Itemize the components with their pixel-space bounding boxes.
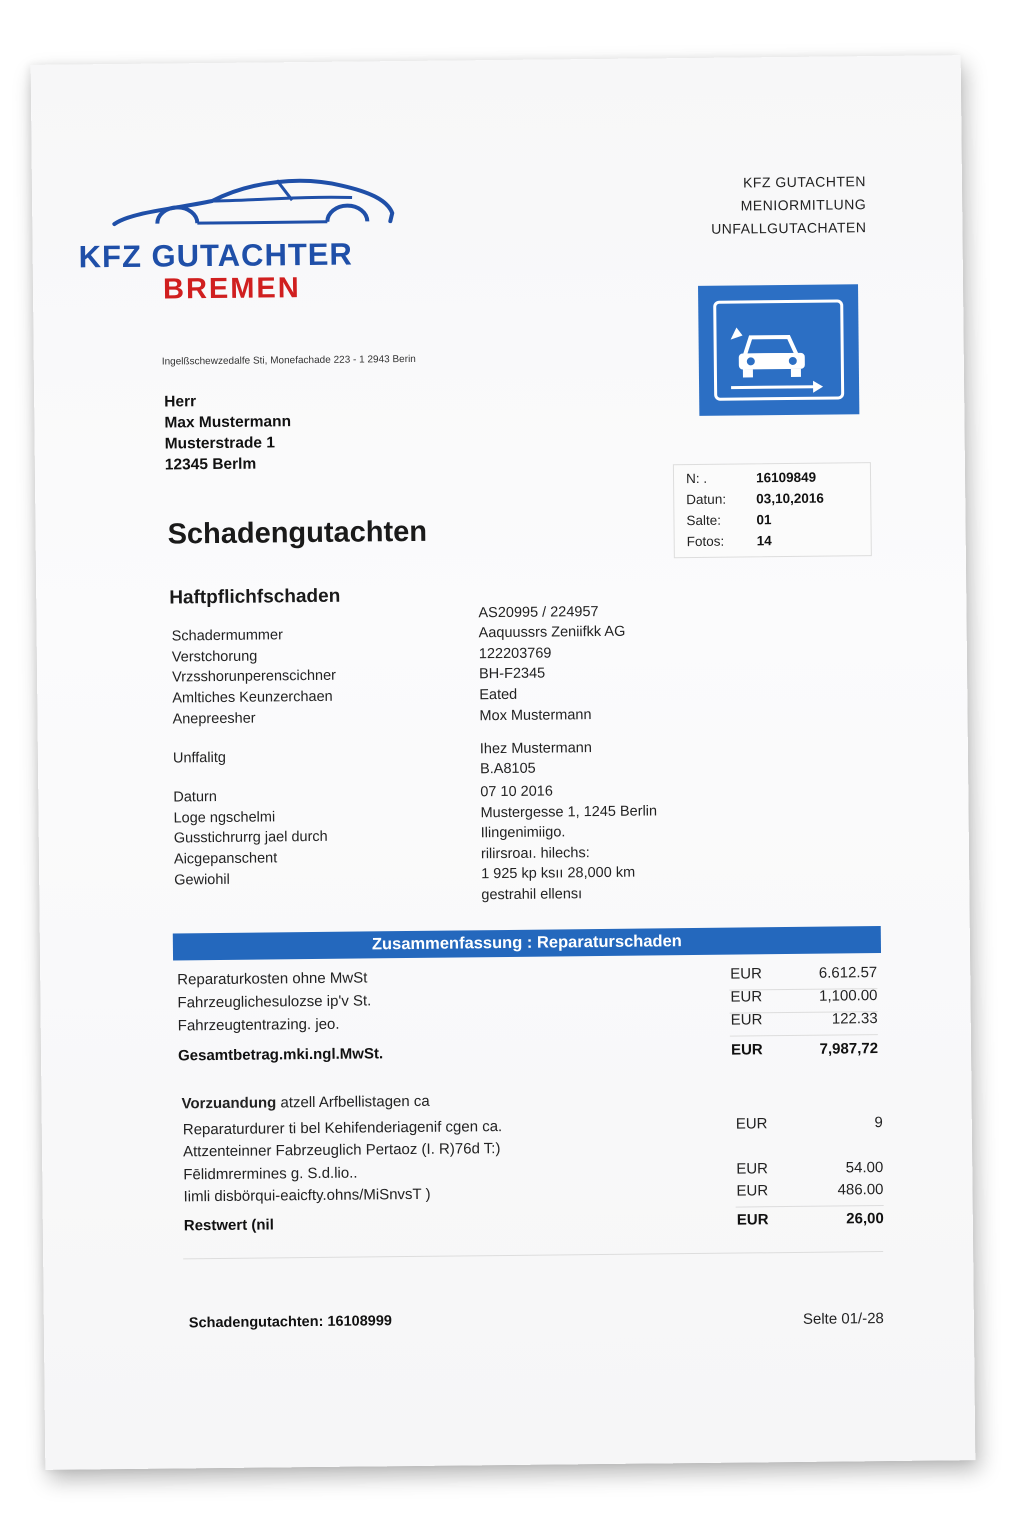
- detail-value: 07 10 2016: [480, 783, 553, 801]
- row-amount: 1,100.00: [818, 987, 878, 1005]
- car-arrow-icon: [716, 302, 841, 397]
- row-currency: EUR: [736, 1160, 769, 1178]
- detail-value: Mustergesse 1, 1245 Berlin: [480, 803, 658, 822]
- total-description: Gesamtbetrag.mki.ngl.MwSt.: [177, 1045, 384, 1065]
- detail-value: rilirsroaı. hilechs:: [480, 845, 590, 863]
- sender-address: Ingelßschewzedalfe Sti, Monefachade 223 - 1 2943 Berin: [161, 353, 416, 368]
- row-amount: 6.612.57: [818, 964, 878, 982]
- advance-total-row: [184, 1210, 884, 1239]
- recipient-city: 12345 Berlm: [164, 455, 257, 474]
- row-description: Attzenteinner Fabrzeuglich Pertaoz (I. R)76d T:): [182, 1140, 501, 1161]
- row-divider: [730, 1034, 878, 1037]
- row-currency: EUR: [730, 965, 762, 983]
- detail-value: Aaquussrs Zeniifkk AG: [478, 623, 626, 642]
- row-currency: EUR: [735, 1115, 768, 1133]
- row-description: Fahrzeugtentrazing. jeo.: [177, 1015, 340, 1035]
- row-amount: 54.00: [845, 1159, 884, 1177]
- detail-value: Ilingenimiigo.: [480, 824, 566, 842]
- row-description: Reparaturdurer ti bel Kehifenderiagenif cgen ca.: [182, 1118, 503, 1139]
- detail-value: Eated: [479, 686, 518, 704]
- brand-name: KFZ GUTACHTER: [78, 236, 354, 275]
- detail-value: AS20995 / 224957: [478, 603, 599, 622]
- total-amount: 26,00: [846, 1210, 884, 1228]
- row-description: Reparaturkosten ohne MwSt: [177, 969, 368, 989]
- document-title: Schadengutachten: [167, 515, 428, 551]
- detail-label: Amltiches Keunzerchaen: [172, 688, 333, 707]
- row-description: Fēlidmrermines g. S.d.lio..: [183, 1164, 358, 1184]
- row-amount: 486.00: [837, 1181, 884, 1199]
- row-currency: EUR: [730, 988, 763, 1006]
- detail-value: Ihez Mustermann: [479, 740, 592, 758]
- detail-label: Loge ngschelmi: [173, 809, 276, 827]
- detail-label: Unffalitg: [172, 749, 226, 767]
- detail-value: 122203769: [478, 645, 552, 663]
- info-box: [673, 462, 872, 558]
- brand-city: BREMEN: [162, 272, 301, 306]
- info-label: N: .: [685, 470, 708, 487]
- advance-heading-bold: Vorzuandung: [181, 1094, 277, 1113]
- info-value: 16109849: [755, 469, 817, 486]
- page-number: Selte 01/-28: [802, 1310, 884, 1328]
- recipient-name: Max Mustermann: [164, 413, 292, 432]
- car-tow-sign-icon: [698, 284, 859, 416]
- footer-divider: [183, 1251, 883, 1259]
- recipient-street: Musterstrade 1: [164, 434, 275, 453]
- summary-total-row: [178, 1040, 878, 1069]
- info-value: 03,10,2016: [756, 490, 824, 507]
- detail-value: B.A8105: [479, 760, 536, 778]
- detail-value: Mox Mustermann: [479, 707, 592, 725]
- detail-label: Gusstichrurrg jael durch: [173, 828, 328, 847]
- detail-label: Gewiohil: [174, 871, 230, 889]
- info-label: Salte:: [686, 512, 722, 529]
- row-amount: 9: [874, 1114, 883, 1132]
- detail-label: Aicgepanschent: [173, 850, 278, 868]
- car-logo-icon: [102, 169, 403, 232]
- info-label: Fotos:: [686, 533, 725, 550]
- service-line: KFZ GUTACHTEN: [742, 173, 867, 191]
- detail-value: BH-F2345: [478, 665, 546, 683]
- service-line: MENIORMITLUNG: [740, 196, 867, 214]
- row-divider: [736, 1205, 884, 1208]
- detail-label: Vrzsshorunperenscichner: [172, 667, 337, 686]
- detail-label: Anepreesher: [172, 710, 256, 728]
- detail-value: gestrahil ellensı: [481, 886, 583, 904]
- info-label: Datun:: [686, 491, 727, 508]
- detail-label: Daturn: [173, 788, 217, 806]
- total-currency: EUR: [736, 1211, 769, 1229]
- recipient-salutation: Herr: [164, 393, 197, 411]
- row-amount: 122.33: [831, 1010, 878, 1028]
- total-currency: EUR: [730, 1041, 763, 1059]
- total-description: Restwert (nil: [183, 1216, 274, 1235]
- info-value: 01: [756, 512, 772, 528]
- detail-label: Schadermummer: [171, 627, 283, 645]
- document-sheet: [31, 55, 976, 1470]
- service-line: UNFALLGUTACHATEN: [711, 219, 867, 237]
- section-title: Haftpflichfschaden: [169, 585, 341, 609]
- info-value: 14: [756, 533, 772, 549]
- detail-label: Verstchorung: [171, 648, 258, 666]
- row-description: Fahrzeuglichesulozse ip'v St.: [177, 992, 372, 1012]
- row-description: Iimli disbörqui-eaicfty.ohns/MiSnvsT ): [183, 1185, 431, 1206]
- advance-heading: [181, 1093, 429, 1113]
- summary-banner: Zusammenfassung : Reparaturschaden: [173, 926, 881, 960]
- detail-value: 1 925 kp ksıı 28,000 km: [481, 864, 636, 883]
- total-amount: 7,987,72: [819, 1040, 879, 1058]
- row-currency: EUR: [730, 1011, 763, 1029]
- row-currency: EUR: [736, 1182, 769, 1200]
- advance-heading-rest: atzell Arfbellistagen ca: [276, 1092, 430, 1112]
- footer-reference: Schadengutachten: 16108999: [188, 1313, 393, 1332]
